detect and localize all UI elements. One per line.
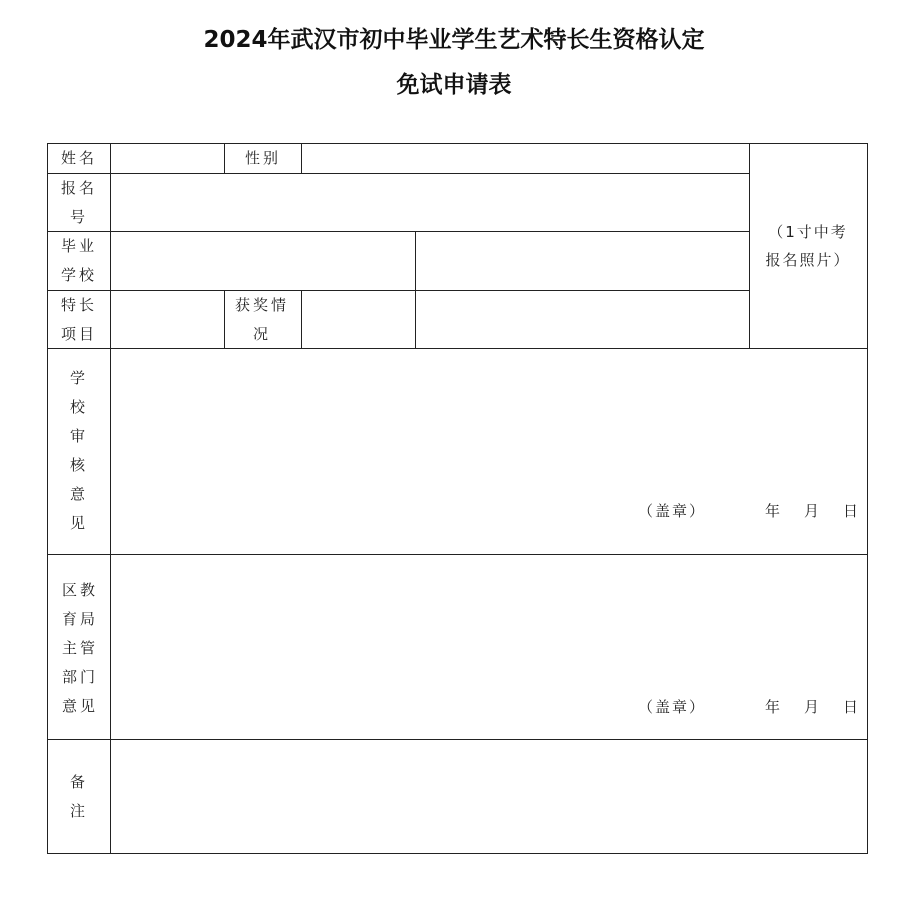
name-label: 姓名 [60, 149, 97, 167]
school-date-month: 月 [804, 502, 820, 520]
name-field[interactable] [111, 144, 224, 173]
awards-label: 获奖情况 [234, 295, 289, 343]
district-date-day: 日 [843, 698, 859, 716]
district-date-month: 月 [804, 698, 820, 716]
awards-field[interactable] [302, 291, 415, 348]
table-border-right [867, 143, 868, 854]
school-label: 毕业学校 [60, 237, 97, 284]
school-review-label: 学校审核意见 [69, 369, 88, 532]
specialty-field[interactable] [111, 291, 224, 348]
photo-placeholder[interactable]: （1寸中考报名照片） [765, 223, 851, 269]
district-date-year: 年 [765, 698, 781, 716]
school-field[interactable] [111, 232, 415, 290]
school-date-day: 日 [843, 502, 859, 520]
photo-column-divider [749, 143, 750, 349]
district-review-field[interactable] [111, 555, 867, 739]
school-review-field[interactable] [111, 349, 867, 554]
district-review-label: 区教育局主管部门意见 [61, 580, 98, 715]
awards-extra-field[interactable] [416, 291, 749, 348]
district-seal-text: （盖章） [638, 698, 707, 716]
form-title: 2024年武汉市初中毕业学生艺术特长生资格认定 [203, 27, 705, 53]
form-subtitle: 免试申请表 [396, 72, 512, 98]
column-divider [224, 290, 225, 349]
exam-number-label: 报名号 [60, 178, 97, 226]
exam-number-field[interactable] [111, 174, 749, 231]
remarks-field[interactable] [111, 740, 867, 853]
table-border-bottom [47, 853, 868, 854]
school-extra-field[interactable] [416, 232, 749, 290]
school-date-year: 年 [765, 502, 781, 520]
gender-field[interactable] [302, 144, 749, 173]
school-seal-text: （盖章） [638, 502, 707, 520]
remarks-label: 备注 [69, 773, 88, 820]
gender-label: 性别 [244, 149, 281, 167]
table-border-left [47, 143, 48, 854]
specialty-label: 特长项目 [60, 295, 97, 343]
